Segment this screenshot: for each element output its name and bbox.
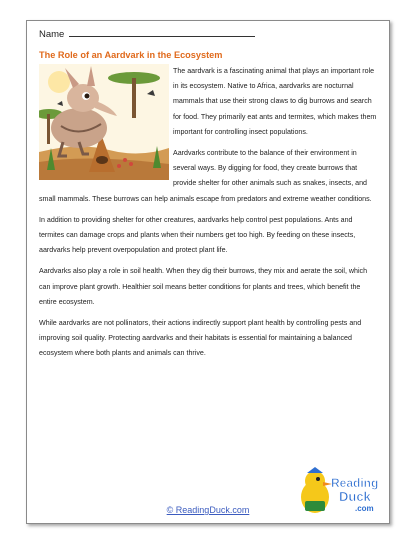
logo-text-line1: Reading (331, 476, 379, 490)
worksheet-page (26, 20, 390, 524)
logo-text-line3: .com (355, 504, 374, 513)
paragraph: Aardvarks contribute to the balance of their environment in several ways. By digging for food, they create burrows that provide shelter for other animals such as snakes, insects, and small mammals. These burrows can help animals escape from predators and extreme weather conditions. (39, 149, 372, 203)
logo-text-line2: Duck (339, 489, 371, 504)
article-body (39, 64, 379, 368)
worksheet-title: The Role of an Aardvark in the Ecosystem (39, 50, 223, 60)
paragraph: The aardvark is a fascinating animal that plays an important role in its ecosystem. Native to Africa, aardvarks are nocturnal mammals that use their strong claws to dig burrows and search for food. They primarily eat ants and termites, which makes them important for controlling insect populations. (173, 67, 377, 136)
footer-link[interactable]: © ReadingDuck.com (166, 505, 250, 515)
paragraph: While aardvarks are not pollinators, their actions indirectly support plant health by controlling pests and improving soil quality. Protecting aardvarks and their habitats is essential for maintaining a balanced ecosystem where both plants and animals can thrive. (39, 319, 362, 358)
name-field (39, 27, 255, 40)
paragraph: Aardvarks also play a role in soil health. When they dig their burrows, they mix and aerate the soil, which can improve plant growth. Healthier soil means better conditions for plants and trees, which benefit the entire ecosystem. (39, 267, 368, 306)
paragraph: In addition to providing shelter for other creatures, aardvarks help control pest populations. Ants and termites can damage crops and plants when their numbers get too high. By feeding on these insects, aardvarks help prevent overpopulation and protect plant life. (39, 215, 356, 255)
name-line[interactable] (69, 27, 255, 37)
name-label: Name (39, 29, 65, 40)
